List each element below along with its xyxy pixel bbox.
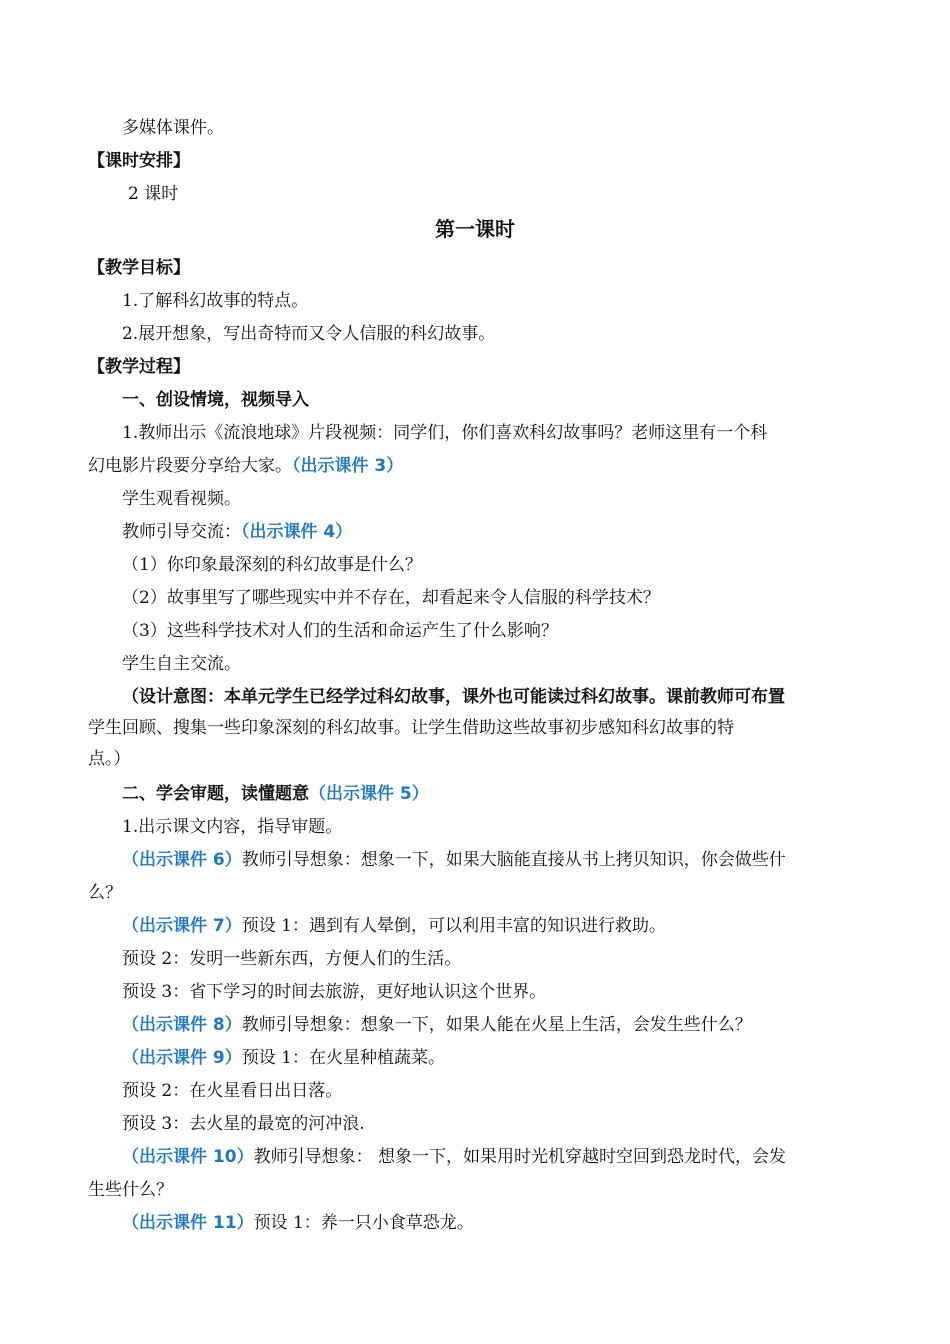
courseware-tag: （出示课件 7） — [122, 916, 242, 936]
paragraph-text: 预设 1：养一只小食草恐龙。 — [253, 1213, 474, 1233]
goals-heading: 【教学目标】 — [88, 258, 190, 278]
section2-heading-text: 二、学会审题，读懂题意 — [122, 784, 309, 804]
paragraph: 预设 2：在火星看日出日落。 — [122, 1081, 343, 1101]
section2-heading — [122, 782, 902, 806]
schedule-value: 2 课时 — [128, 184, 179, 204]
paragraph — [122, 848, 902, 872]
question-item: （1）你印象最深刻的科幻故事是什么？ — [122, 555, 422, 575]
courseware-tag: （出示课件 3） — [292, 456, 404, 476]
paragraph: 么？ — [88, 883, 122, 903]
paragraph — [122, 914, 902, 938]
question-item: （2）故事里写了哪些现实中并不存在，却看起来令人信服的科学技术？ — [122, 588, 660, 608]
paragraph: 预设 3：省下学习的时间去旅游，更好地认识这个世界。 — [122, 982, 547, 1002]
paragraph: 预设 2：发明一些新东西，方便人们的生活。 — [122, 949, 462, 969]
courseware-tag: （出示课件 6） — [122, 850, 242, 870]
process-heading: 【教学过程】 — [88, 357, 190, 377]
paragraph: 预设 3：去火星的最宽的河冲浪. — [122, 1114, 365, 1134]
paragraph — [122, 1013, 902, 1037]
courseware-tag: （出示课件 10） — [122, 1147, 254, 1167]
question-item: （3）这些科学技术对人们的生活和命运产生了什么影响？ — [122, 621, 558, 641]
design-intent: 学生回顾、搜集一些印象深刻的科幻故事。让学生借助这些故事初步感知科幻故事的特 — [88, 718, 734, 738]
paragraph-text: 教师引导想象：想象一下，如果大脑能直接从书上拷贝知识，你会做些什 — [241, 850, 786, 870]
paragraph: 学生自主交流。 — [122, 654, 241, 674]
section1-heading: 一、创设情境，视频导入 — [122, 390, 309, 410]
paragraph-text: 预设 1：遇到有人晕倒，可以利用丰富的知识进行救助。 — [241, 916, 666, 936]
paragraph-text: 预设 1：在火星种植蔬菜。 — [241, 1048, 445, 1068]
paragraph-text: 教师引导想象：想象一下，如果人能在火星上生活，会发生些什么？ — [241, 1015, 752, 1035]
courseware-tag: （出示课件 9） — [122, 1048, 242, 1068]
paragraph-text: 幻电影片段要分享给大家。 — [88, 456, 292, 476]
design-intent: 点。） — [88, 749, 131, 769]
goal-item: 1.了解科幻故事的特点。 — [122, 291, 309, 311]
paragraph: 学生观看视频。 — [122, 489, 241, 509]
paragraph — [122, 1145, 902, 1169]
paragraph-text: 教师引导想象： 想象一下，如果用时光机穿越时空回到恐龙时代，会发 — [253, 1147, 786, 1167]
paragraph — [122, 1046, 902, 1070]
paragraph-text: 教师引导交流： — [122, 522, 241, 542]
paragraph — [122, 520, 902, 544]
schedule-heading: 【课时安排】 — [88, 151, 190, 171]
lesson-title: 第一课时 — [435, 217, 515, 241]
paragraph: 生些什么？ — [88, 1180, 173, 1200]
courseware-tag: （出示课件 5） — [309, 784, 429, 804]
paragraph: 1.教师出示《流浪地球》片段视频：同学们，你们喜欢科幻故事吗？老师这里有一个科 — [122, 423, 768, 443]
paragraph: 1.出示课文内容，指导审题。 — [122, 817, 343, 837]
materials-line: 多媒体课件。 — [122, 118, 224, 138]
goal-item: 2.展开想象，写出奇特而又令人信服的科幻故事。 — [122, 324, 496, 344]
paragraph — [122, 1211, 902, 1235]
courseware-tag: （出示课件 8） — [122, 1015, 242, 1035]
paragraph — [88, 454, 868, 478]
courseware-tag: （出示课件 4） — [241, 522, 353, 542]
courseware-tag: （出示课件 11） — [122, 1213, 254, 1233]
design-intent: （设计意图：本单元学生已经学过科幻故事，课外也可能读过科幻故事。课前教师可布置 — [122, 687, 785, 707]
